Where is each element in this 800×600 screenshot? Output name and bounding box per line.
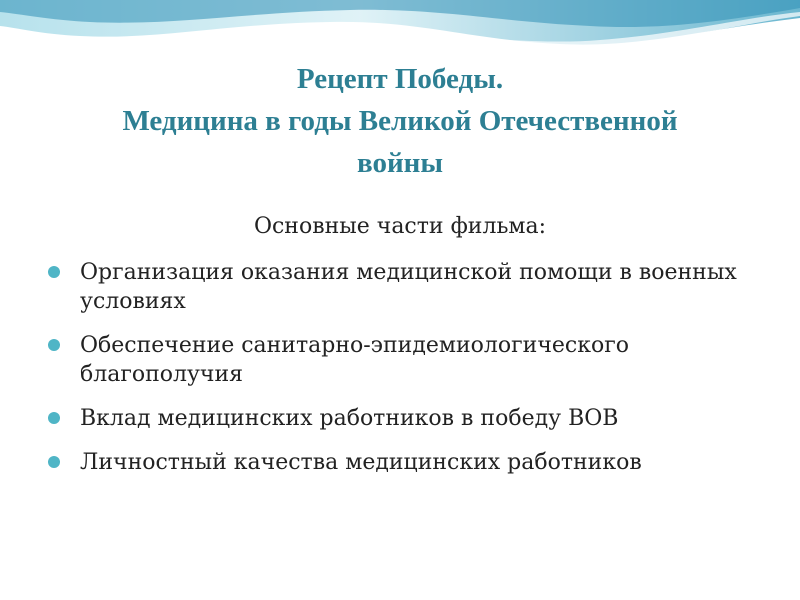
list-item xyxy=(48,448,748,477)
list-item-text: Обеспечение санитарно-эпидемиологического благополучия xyxy=(80,333,629,387)
bullet-dot-icon xyxy=(48,339,60,351)
list-item-text: Личностный качества медицинских работников xyxy=(80,450,642,475)
list-item xyxy=(48,404,748,433)
title-line-3: войны xyxy=(356,147,444,179)
list-item xyxy=(48,258,748,316)
slide-title xyxy=(40,58,760,184)
title-line-2: Медицина в годы Великой Отечественной xyxy=(122,105,678,137)
bullet-dot-icon xyxy=(48,456,60,468)
title-line-1: Рецепт Победы. xyxy=(296,63,504,95)
list-item xyxy=(48,331,748,389)
bullet-list xyxy=(48,258,748,492)
bullet-dot-icon xyxy=(48,412,60,424)
section-subtitle: Основные части фильма: xyxy=(253,214,547,239)
list-item-text: Вклад медицинских работников в победу ВОВ xyxy=(80,406,619,431)
bullet-dot-icon xyxy=(48,266,60,278)
list-item-text: Организация оказания медицинской помощи в военных условиях xyxy=(80,260,737,314)
